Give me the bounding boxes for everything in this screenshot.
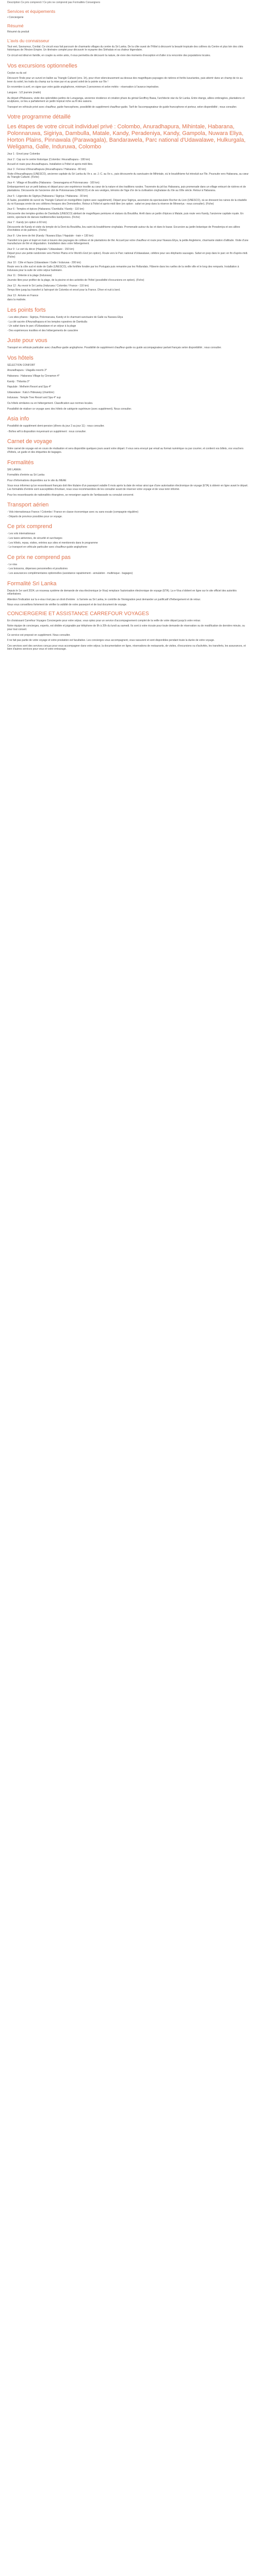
formalites-sl-p3: Nous vous conseillons fortement de vérifier la validité de votre passeport et de tout document de voyage. <box>7 603 127 607</box>
experiences-p2: Découvrir l'Inde pour un survol en ballon au Triangle Culturel (env. 1h), pour rêver silencieusement au-dessus des magnifiques paysages de rizières et forêts luxuriantes, puis atterrir dans un champ de riz au lever du soleil, les traits du champ sur la mise par et au grand soleil de la pointe sur l'ile ! <box>7 77 243 83</box>
intro-title: L'avis du connaisseur <box>7 38 50 43</box>
day-title: Jour 8 : Une terre de thé (Kandy / Nuwara Eliya / Hapulale - train + 130 km) <box>7 234 93 238</box>
transport-item: - Vols internationaux France / Colombo / France en classe économique avec ou sans escale (compagnie régulière) <box>7 511 249 514</box>
day-text: Temps libre jusqu'au transfert à l'aéroport de Colombo et envol pour la France. Dîner et nuit à bord. <box>7 289 121 292</box>
points-forts-list <box>7 316 249 332</box>
asia-p2: - Boîtes wifi à disposition moyennant un supplément : nous consulter. <box>7 430 87 433</box>
formalites-sl-title: Formalité Sri Lanka <box>7 580 57 587</box>
day-text: Visite d'Anuradhapura (UNESCO), ancienne capitale du Sri Lanka du Ve s. av. J.-C. au Xe s., puis découverte du sanctuaire de Mihintale, où le bouddhisme fut introduit sur l'île. Poursuite vers Habarana, au cœur du Triangle Culturel. (Fiche) <box>7 172 249 179</box>
formalites-sl-p2: Attention l'indication sur la e-visa n'est pas un droit d'entrée : à l'arrivée au Sri Lanka, le contrôle de l'immigration peut demander un justificatif d'hébergement et de retour. <box>7 598 201 601</box>
day-title: Jour 11 : Détente à la plage (Induruwa) <box>7 274 52 278</box>
formalites-title: Formalités <box>7 459 34 466</box>
hotel-line: Kandy : Thilanka 3* <box>7 380 30 383</box>
asia-title: Asia info <box>7 416 29 422</box>
services-item: • Conciergerie <box>7 16 249 20</box>
experiences-p1: Ceylan ou du sol <box>7 71 27 75</box>
resume-title: Résumé <box>7 23 24 29</box>
hotel-line: Anuradhapura : Ulagalla resorts 3* <box>7 369 47 372</box>
page <box>0 0 256 651</box>
day-title: Jour 12 : Au revoir le Sri Lanka (Induruwa / Colombo / France - 110 km) <box>7 284 89 287</box>
day-title: Jour 6 : Temples et épices (Habarana / Dambulla / Kandy - 110 km) <box>7 208 84 211</box>
day-text: Accueil et route pour Anuradhapura. Installation à l'hôtel et après-midi libre. <box>7 162 93 166</box>
transport-item: - Départs de province possibles pour ce voyage. <box>7 515 249 519</box>
hotels-title: Vos hôtels <box>7 354 34 361</box>
programme-days <box>7 152 249 302</box>
points-forts-item: - La cité sacrée d'Anuradhapura et les temples rupestres de Dambulla <box>7 320 249 324</box>
comprend-item: - Les vols internationaux <box>7 532 249 536</box>
conciergerie-p1: En choisissant Carrefour Voyages Conciergerie pour votre séjour, vous optez pour un service d'accompagnement complet de la veille de votre départ jusqu'à votre retour. <box>7 619 201 622</box>
services-title: Services et équipements <box>7 8 56 14</box>
day-title: Jour 2 : Cap sur le centre historique (Colombo / Anuradhapura - 180 km) <box>7 158 90 161</box>
day-text: dans la matinée. <box>7 298 26 302</box>
programme-title: Votre programme détaillé <box>7 114 71 121</box>
points-forts-item: - Les sites phares : Sigiriya, Polonnaruwa, Kandy et le charmant sanctuaire de Galle ou Nuwara Eliya <box>7 316 249 319</box>
hotel-line: Habarana : Habarana Village by Cinnamon 4* <box>7 375 60 378</box>
intro-p1: Tout vert, Savoureux, Cordial. Ce circuit vous fait parcourir de charmants villages du centre du Sri Lanka. De la côte ouest de l'Hôtel à découvrir la beauté tropicale des collines du Centre et plus loin des cités historiques de l'Ancien Empire. Un itinéraire complet pour découvrir le royaume des Sinhalais et sa chaleur légendaire. <box>7 45 244 52</box>
points-forts-item: - Des expériences insolites et des hébergements de caractère <box>7 329 249 333</box>
conciergerie-title: CONCIERGERIE ET ASSISTANCE CARREFOUR VOYAGES <box>7 611 149 617</box>
comprend-item: - Les hôtels, repas, visites, entrées aux sites et mentionnés dans le programme <box>7 541 249 545</box>
day-title: Jour 5 : Légendes de Sigiriya (Habarana / Sigiriya / Habarana - 30 km) <box>7 194 88 198</box>
hotel-line: Ou hôtels similaires ou en hébergement. Classification aux normes locales. <box>7 402 93 405</box>
formalites-p1: Formalités d'entrée au Sri Lanka <box>7 473 45 477</box>
carnet-p1: Votre carnet de voyage est en cours de réalisation et sera disponible quelques jours avant votre départ. Il vous sera envoyé par email au format numérique ou par courrier, et contient vos billets, vos vouchers d'hôtels, un guide et des étiquettes de bagages. <box>7 447 244 454</box>
ne-comprend-item: - Les assurances complémentaires optionnelles (assistance rapatriement - annulation - multirisque - bagages) <box>7 572 249 575</box>
day-title: Jour 3 : Ferveur d'Anuradhapura (Anuradhapura / Habarana - 80 km) <box>7 168 86 172</box>
hotels-intro: SÉLECTION CONFORT <box>7 363 36 367</box>
transport-list <box>7 511 249 518</box>
services-list <box>7 16 249 20</box>
conciergerie-p3: Ce service est proposé en supplément. Nous consulter. <box>7 633 71 637</box>
comprend-list <box>7 532 249 549</box>
day-title: Jour 9 : Le vert du décor (Hapulale / Udawalawe - 150 km) <box>7 247 74 251</box>
day-text: Route vers la côte sud et visite de Galle (UNESCO), ville fortifiée fondée par les Portugais puis remaniée par les Hollandais. Flânerie dans les ruelles de la vieille ville et le long des remparts. Installation à Induruwa pour la suite de votre séjour balnéaire. <box>7 265 239 272</box>
comprend-title: Ce prix comprend <box>7 523 52 530</box>
experiences-title: Vos excursions optionnelles <box>7 62 77 69</box>
top-tabs-line: Description Ce prix comprend / Ce prix ne comprend pas Formalités Conseigners <box>7 1 101 4</box>
hotel-line: Udawalawe : Kalu's Hideaway (chambre) <box>7 391 54 394</box>
points-forts-item: - Un safari dans le parc d'Udawalawe et un séjour à la plage <box>7 325 249 328</box>
guide-text: Transport en véhicule particulier avec chauffeur-guide anglophone. Possibilité de supplément chauffeur-guide ou guide accompagnateur parlant français selon disponibilité ; nous consulter. <box>7 346 222 350</box>
formalites-sl-p1: Depuis le 1er avril 2024, un nouveau système de demande de visa électronique (e-Visa) remplace l'autorisation électronique de voyage (ETA). La e-Visa s'obtient en ligne sur le site officiel des autorités srilankaises. <box>7 589 237 596</box>
formalites-p2: Pour d'informations disponibles sur le site du MEAE <box>7 479 67 482</box>
day-title: Jour 4 : Village et Bouddha (Habarana - Sewanagama et Polonnaruwa - 100 km) <box>7 181 100 184</box>
hotels-note: Possibilité de réaliser ce voyage avec des hôtels de catégorie supérieure (avec supplément). Nous consulter. <box>7 407 132 411</box>
day-text: Embarquement sur un petit bateau et départ pour une expérience insolite au cœur de la nature et des traditions rurales. Traversée du joli lac Habarana, puis promenade dans un village entouré de rizières et de plantations. Découverte de l'ancienne cité de Polonnaruwa (UNESCO) et de ses vestiges, témoins de l'âge d'or de la civilisation cinghalaise du XIe au XIIIe siècle. Retour à Habarana. <box>7 185 246 193</box>
day-text: Départ pour une petite randonnée vers Horton Plains et le World's End (en option). Route vers le Parc national d'Udawalawe, célèbre pour ses éléphants sauvages. Safari en jeep dans le parc en fin d'après-midi. (Fiche) <box>7 252 248 259</box>
ne-comprend-item: - Le visa <box>7 563 249 567</box>
day-title: Jour 1 : Envol pour Colombo <box>7 152 40 156</box>
formalites-p3: Vous nous informez qu'un ressortissant français doit être titulaire d'un passeport valable 6 mois après la date de retour ainsi que d'une autorisation électronique de voyage (ETA) à obtenir en ligne avant le départ. Les formalités d'entrée sont susceptibles d'évoluer, nous vous recommandons de les consulter avant de réserver votre voyage et de vous tenir informé. <box>7 484 248 491</box>
formalites-p4: Pour les ressortissants de nationalités étrangères, se renseigner auprès de l'ambassade ou consulat concerné. <box>7 493 134 497</box>
guide-title: Juste pour vous <box>7 337 47 344</box>
carnet-title: Carnet de voyage <box>7 438 52 445</box>
points-forts-title: Les points forts <box>7 307 46 313</box>
intro-p2: Ce circuit est idéal en famille, en couple ou entre amis, il vous permettra de découvrir la nature, de vivre des moments d'exception et d'aller à la rencontre des populations locales. <box>7 54 211 57</box>
ne-comprend-title: Ce prix ne comprend pas <box>7 554 71 561</box>
day-text: Découverte de Kandy et visite du temple de la Dent du Bouddha, lieu saint du bouddhisme cinghalais. Promenade autour du lac et dans le bazar. Excursion au jardin botanique de Peradeniya et ses allées d'orchidées et de palmiers. (Fiche) <box>7 225 240 232</box>
hotel-line: Hapulale : Melheim Resort and Spa 4* <box>7 385 52 389</box>
conciergerie-p2: Notre équipe de concierges, experts, est dédiée et joignable par téléphone de 9h à 20h du lundi au samedi. Ils sont à votre écoute pour toute demande de réservation ou de modification de dernière minute, ou pour tout conseil. <box>7 624 245 632</box>
day-title: Jour 7 : Kandy (en option à 60 km) <box>7 221 47 225</box>
asia-p1: Possibilité de supplément demi-pension (dîners du jour 2 au jour 11) : nous consulter. <box>7 425 105 428</box>
comprend-item: - Le transport en véhicule particulier avec chauffeur-guide anglophone <box>7 546 249 549</box>
formalites-sub: SRI LANKA : <box>7 468 22 471</box>
ne-comprend-list <box>7 563 249 575</box>
resume-text: Résumé du produit <box>7 30 29 34</box>
day-title: Jour 10 : Côte et faune (Udawalawe / Galle / Induruwa - 200 km) <box>7 261 81 264</box>
day-text: Journée libre pour profiter de la plage, de la piscine et des activités de l'hôtel (possibilité d'excursions en option). (Fiche) <box>7 278 144 282</box>
experiences-p3: En novembre à avril, en signe que votre guide anglophone, minimum 2 personnes et selon météo - réservation à l'avance impérative. <box>7 86 159 89</box>
conciergerie-p4: Il ne fait pas partie de votre voyage et votre prestation est facultative. Les concierges vous accompagnent, vous rassurent et sont disponibles pendant toute la durée de votre voyage. <box>7 639 215 642</box>
conciergerie-p5: Ces services sont des services conçus pour vous accompagner dans votre séjour, la documentation en ligne, réservations de restaurants, de visites, d'excursions ou d'activités, les transferts, les assurances, et bien d'autres services pour vous et votre entourage. <box>7 644 246 651</box>
hotel-line: Induruwa : Temple Tree Resort and Spa 4* sup <box>7 396 61 400</box>
day-text: Transfert à la gare et trajet en train à travers des paysages de collines et de plantations de thé. Accueil par votre chauffeur et route pour Nuwara Eliya, la petite Angleterre, charmante station d'altitude. Visite d'une manufacture de thé et dégustation. Installation dans votre hébergement. <box>7 239 249 246</box>
comprend-item: - Les taxes aériennes, de sécurité et surcharges <box>7 537 249 540</box>
experiences-p4: Langues : 1/2 journée (matin) <box>7 91 41 94</box>
ne-comprend-item: - Les boissons, dépenses personnelles et pourboires <box>7 567 249 571</box>
experiences-p5: Au départ d'Habarana, visite des splendides jardins de Lunuganga, ancienne résidence et création phare du génial Geoffrey Bawa, l'architecte star du Sri Lanka. Entre étangs, allées ombragées, plantations et sculptures, ce lieu a parfaitement un jardin tropical riche au fil des saisons. <box>7 96 245 104</box>
transport-title: Transport aérien <box>7 502 49 509</box>
experiences-p6: Transport en véhicule privé avec chauffeur, guide francophone, possibilité de supplément chauffeur-guide. Tarif de l'accompagnateur de guide francophone et porteur, selon disponibilité ; nous consulter. <box>7 105 237 109</box>
day-text: À l'aube, possibilité de survol du Triangle Culturel en montgolfière (option avec supplément). Départ pour Sigiriya, ascension du spectaculaire Rocher du Lion (UNESCO), où se dressent les ruines de la citadelle du roi Kassapa ornée de ses célèbres fresques des Demoiselles. Retour à l'hôtel et après-midi libre (en option : safari en jeep dans la réserve de Minneriya - nous consulter). (Fiche) <box>7 199 247 206</box>
day-title: Jour 13 : Arrivée en France <box>7 294 39 297</box>
day-text: Découverte des temples-grottes de Dambulla (UNESCO) abritant de magnifiques peintures et statues du Bouddha. Arrêt dans un jardin d'épices à Matale, puis route vers Kandy, l'ancienne capitale royale. En soirée, spectacle de danses traditionnelles kandyennes. (Fiche) <box>7 212 244 219</box>
programme-intro-title: Les étapes de votre circuit individuel privé : Colombo, Anuradhapura, Mihintale, Habarana, Polonnaruwa, Sigiriya, Dambulla, Matale, Kandy, Peradeniya, Kandy, Gampola, Nuwara Eliya, Horton Plains, Pinnawala (Parawagala), Bandarawela, Parc national d'Udawalawe, Hulkurgala, Weligama, Galle, Induruwa, Colombo <box>7 124 246 150</box>
